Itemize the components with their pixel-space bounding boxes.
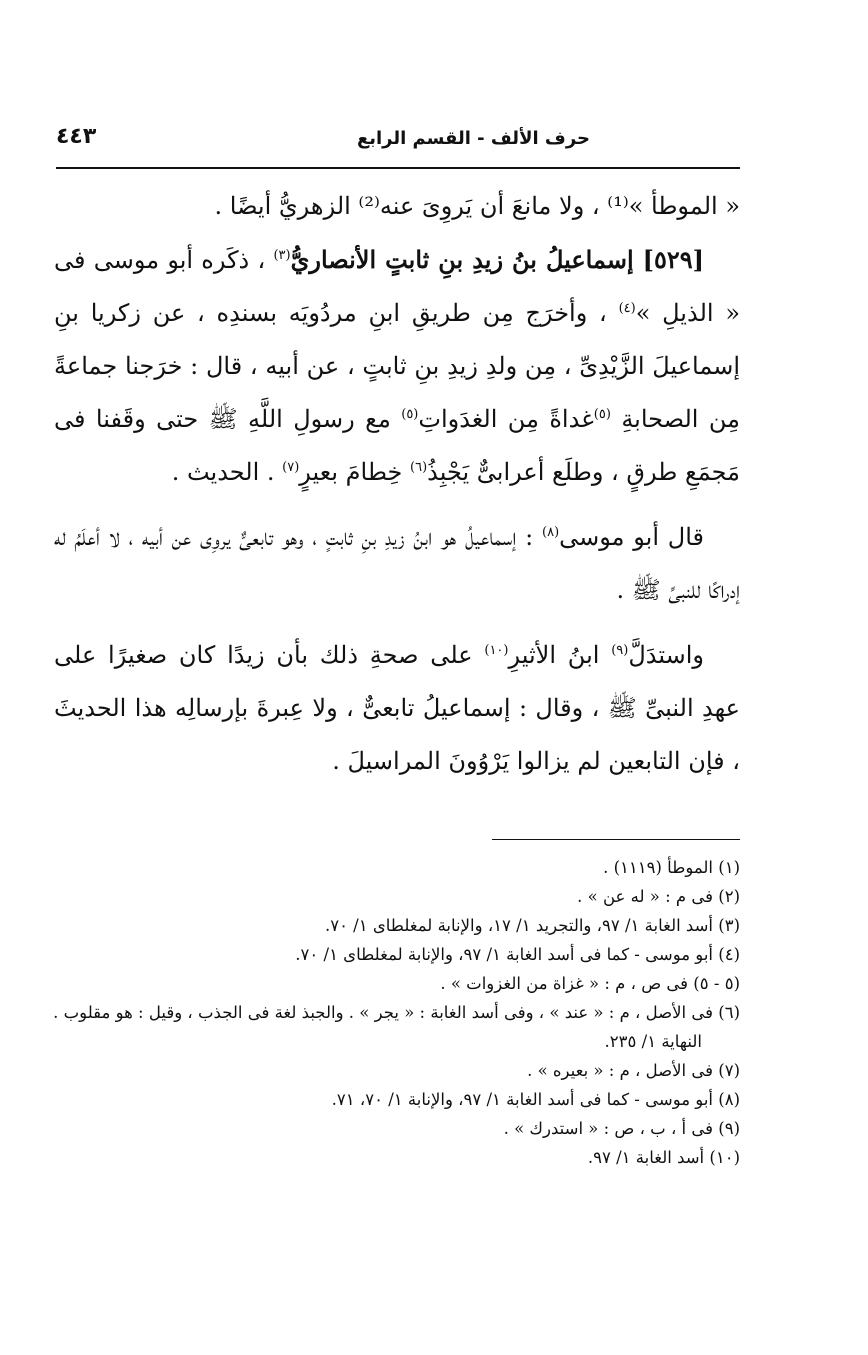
entry-text: ، وأخرَج مِن طريقِ ابنِ مردُويَه بسندِه ، عن زكريا بنِ إسماعيلَ الزَّيْدِىِّ ، مِن ولدِ زيدِ بنِ ثابتٍ ، عن أبيه ، قال : خرَجنا جماعةً مِن الصحابةِ: [54, 299, 741, 433]
paragraph-text: واستدَلَّ: [628, 641, 704, 669]
paragraph-gap: [54, 617, 740, 629]
paragraph-text: على صحةِ ذلك بأن زيدًا كان صغيرًا على عهدِ النبىِّ ﷺ ، وقال : إسماعيلُ تابعىٌّ ، ولا عِبرةَ بإرسالِه هذا الحديثَ ، فإن التابعين لم يزالوا يَرْوُونَ المراسيلَ .: [54, 641, 740, 775]
footnote-ref: (٩): [611, 643, 629, 658]
paragraph-3: [54, 511, 740, 617]
footnote: (٤) أبو موسى - كما فى أسد الغابة ١/ ٩٧، والإنابة لمغلطاى ١/ ٧٠.: [295, 945, 740, 964]
paragraph-text: ابنُ الأثيرِ: [508, 641, 612, 669]
paragraph-entry-529: [54, 233, 740, 499]
footnote-ref: (٥): [593, 407, 611, 422]
footnote: (٧) فى الأصل ، م : « بعيره » .: [527, 1061, 740, 1080]
footnote: (٦) فى الأصل ، م : « عند » ، وفى أسد الغابة : « يجر » . والجبذ لغة فى الجذب ، وقيل : هو مقلوب .: [53, 1003, 740, 1022]
footnote-rule: [492, 839, 740, 840]
paragraph-1: « الموطأ »⁽¹⁾ ، ولا مانعَ أن يَروِىَ عنه⁽²⁾ الزهريُّ أيضًا .: [214, 192, 740, 220]
paragraph-gap: [54, 499, 740, 511]
footnote: (٢) فى م : « له عن » .: [577, 887, 740, 906]
entry-title: [٥٢٩] إسماعيلُ بنُ زيدِ بنِ ثابتٍ الأنصاريُّ: [290, 245, 704, 274]
page-header: [56, 118, 740, 166]
footnotes: [40, 853, 740, 1172]
footnote-continuation-text: النهاية ١/ ٢٣٥.: [604, 1032, 702, 1051]
footnote-ref: (٥): [401, 407, 419, 422]
footnote: (٨) أبو موسى - كما فى أسد الغابة ١/ ٩٧، والإنابة ١/ ٧٠، ٧١.: [331, 1090, 740, 1109]
paragraph-4: [54, 629, 740, 788]
main-text: [54, 180, 740, 788]
running-title: حرف الألف - القسم الرابع: [356, 128, 590, 149]
footnote-ref: (٧): [282, 460, 300, 475]
paragraph-text: : إسماعيلُ هو ابنُ زيدِ بنِ ثابتٍ ، وهو تابعىٌّ يروِى عن أبيه ، لا أعلَمُ له إدراكًا للنبىِّ ﷺ .: [54, 523, 740, 604]
entry-text: غداةً مِن الغدَواتِ: [418, 405, 594, 433]
footnote: (١٠) أسد الغابة ١/ ٩٧.: [587, 1148, 740, 1167]
footnote-ref: (٤): [618, 301, 636, 316]
footnote: (٥ - ٥) فى ص ، م : « غزاة من الغزوات » .: [440, 974, 740, 993]
footnote-continuation: [40, 1027, 740, 1056]
paragraph-text: قال أبو موسى: [559, 523, 705, 551]
footnote: (٩) فى أ ، ب ، ص : « استدرك » .: [503, 1119, 740, 1138]
footnote-ref: (٨): [542, 525, 560, 540]
header-rule: [56, 167, 740, 169]
page-number: ٤٤٣: [56, 124, 97, 149]
entry-text: . الحديث .: [171, 458, 283, 486]
footnote: (١) الموطأ (١١١٩) .: [603, 858, 740, 877]
footnote: (٣) أسد الغابة ١/ ٩٧، والتجريد ١/ ١٧، والإنابة لمغلطاى ١/ ٧٠.: [324, 916, 740, 935]
entry-text: ، ذكَره أبو موسى فى « الذيلِ »: [54, 246, 741, 327]
footnote-ref: (٣): [273, 248, 291, 263]
entry-text: خِطامَ بعيرٍ: [299, 458, 410, 486]
footnote-ref: (١٠): [484, 643, 509, 658]
entry-text: مع رسولِ اللَّهِ ﷺ حتى وقَفنا فى مَجمَعِ طرقٍ ، وطلَع أعرابىٌّ يَجْبِذُ: [54, 405, 740, 486]
footnote-ref: (٦): [410, 460, 428, 475]
